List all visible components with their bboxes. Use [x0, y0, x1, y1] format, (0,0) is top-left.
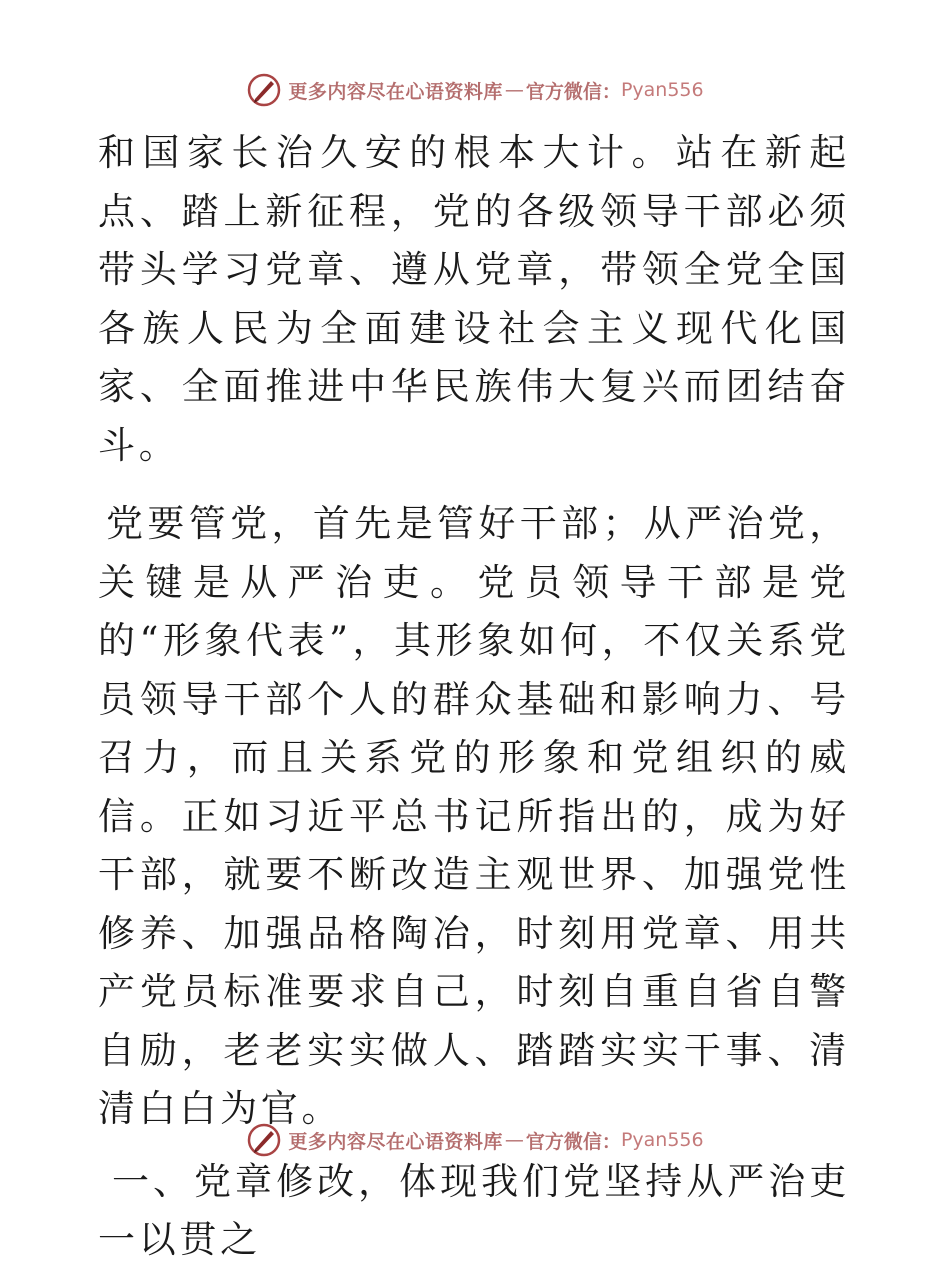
section-heading: 一、党章修改，体现我们党坚持从严治吏一以贯之: [98, 1159, 850, 1261]
paragraph: 党要管党，首先是管好干部；从严治党，关键是从严治吏。党员领导干部是党的“形象代表”，其形象如何，不仅关系党员领导干部个人的群众基础和影响力、号召力，而且关系党的形象和党组织的威信。正如习近平总书记所指出的，成为好干部，就要不断改造主观世界、加强党性修养、加强品格陶冶，时刻用党章、用共产党员标准要求自己，时刻自重自省自警自励，老老实实做人、踏踏实实干事、清清白白为官。: [98, 502, 850, 1130]
header-banner: [0, 70, 950, 110]
brand-text: 更多内容尽在心语资料库: [288, 80, 503, 103]
paragraph: 和国家长治久安的根本大计。站在新起点、踏上新征程，党的各级领导干部必须带头学习党章、遵从党章，带领全党全国各族人民为全面建设社会主义现代化国家、全面推进中华民族伟大复兴而团结奋斗。: [98, 131, 850, 467]
wechat-id: Pyan556: [620, 1129, 704, 1151]
wechat-label: 官方微信：: [525, 80, 621, 103]
banner-separator: —: [504, 79, 524, 101]
quill-pen-icon: [246, 1122, 282, 1158]
wechat-id: Pyan556: [620, 79, 704, 101]
quill-pen-icon: [246, 72, 282, 108]
document-body: [98, 124, 850, 1270]
wechat-label: 官方微信：: [525, 1130, 621, 1153]
banner-separator: —: [504, 1129, 524, 1151]
brand-text: 更多内容尽在心语资料库: [288, 1130, 503, 1153]
footer-banner: [0, 1120, 950, 1160]
